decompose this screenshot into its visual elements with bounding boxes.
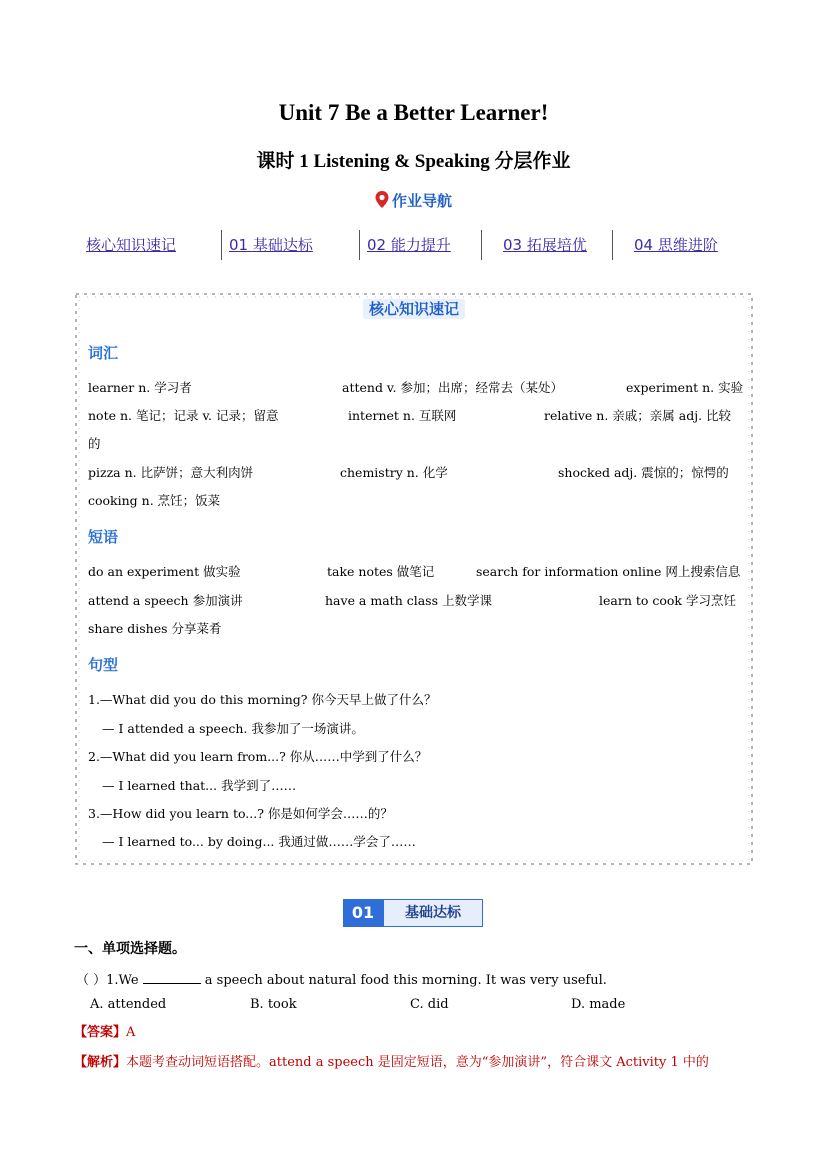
nav-heading-text: 作业导航 [391, 192, 452, 210]
phrase-item: have a math class 上数学课 [325, 593, 492, 608]
sentence-line: 2.—What did you learn from...? 你从……中学到了什么？ [88, 749, 428, 764]
vocab-item: cooking n. 烹饪；饭菜 [88, 493, 221, 508]
question-stem-end: a speech about natural food this morning. It was very useful. [200, 973, 607, 988]
phrase-item: learn to cook 学习烹饪 [599, 593, 736, 608]
sentences-heading: 句型 [88, 656, 119, 674]
phrase-item: do an experiment 做实验 [88, 564, 241, 579]
vocab-item: learner n. 学习者 [88, 380, 192, 395]
nav-link-core-knowledge[interactable]: 核心知识速记 [86, 236, 177, 254]
analysis-text: 本题考查动词短语搭配。attend a speech 是固定短语，意为“参加演讲”，符合课文 Activity 1 中的 [126, 1055, 709, 1070]
nav-divider [612, 230, 613, 260]
page-subtitle: 课时 1 Listening & Speaking 分层作业 [256, 151, 571, 172]
answer-line [74, 1021, 135, 1040]
vocab-item: note n. 笔记；记录 v. 记录；留意 [88, 408, 279, 423]
question-1 [76, 969, 607, 988]
sentence-line: — I attended a speech. 我参加了一场演讲。 [102, 721, 364, 736]
phrase-item: search for information online 网上搜索信息 [476, 564, 741, 579]
phrases-heading: 短语 [88, 528, 119, 546]
sentence-line: 1.—What did you do this morning? 你今天早上做了什么？ [88, 692, 437, 707]
vocab-item: 的 [88, 436, 101, 451]
answer-blank [143, 971, 201, 984]
vocab-item: attend v. 参加；出席；经常去（某处） [342, 380, 563, 395]
section-badge-label: 基础达标 [383, 899, 483, 927]
vocab-item: shocked adj. 震惊的；惊愕的 [558, 465, 729, 480]
section-badge [343, 899, 483, 927]
page-title: Unit 7 Be a Better Learner! [278, 100, 549, 125]
vocab-item: pizza n. 比萨饼；意大利肉饼 [88, 465, 254, 480]
sentence-line: — I learned that... 我学到了…… [102, 778, 297, 793]
vocab-item: relative n. 亲戚；亲属 adj. 比较 [544, 408, 732, 423]
nav-link-ability[interactable]: 02 能力提升 [367, 236, 451, 254]
analysis-line [74, 1051, 709, 1070]
nav-link-extension[interactable]: 03 拓展培优 [503, 236, 587, 254]
phrase-item: attend a speech 参加演讲 [88, 593, 243, 608]
answer-label: 【答案】 [74, 1025, 127, 1040]
question-stem-start: 1.We [106, 973, 143, 988]
sentence-line: 3.—How did you learn to...? 你是如何学会……的？ [88, 806, 393, 821]
nav-divider [221, 230, 222, 260]
nav-link-basic[interactable]: 01 基础达标 [229, 236, 313, 254]
question-type-heading: 一、单项选择题。 [74, 941, 186, 957]
vocab-item: experiment n. 实验 [626, 380, 744, 395]
analysis-label: 【解析】 [74, 1055, 127, 1070]
core-knowledge-box [74, 292, 754, 866]
vocab-item: internet n. 互联网 [348, 408, 457, 423]
phrase-item: take notes 做笔记 [327, 564, 435, 579]
sentence-line: — I learned to... by doing... 我通过做……学会了…… [102, 834, 416, 849]
option-b: B. took [250, 997, 297, 1012]
vocab-heading: 词汇 [88, 344, 119, 362]
homework-nav [76, 230, 756, 260]
vocab-item: chemistry n. 化学 [340, 465, 448, 480]
answer-paren: （ ） [76, 973, 107, 988]
option-a: A. attended [90, 997, 167, 1012]
section-badge-number: 01 [343, 899, 383, 927]
answer-value: A [126, 1025, 136, 1040]
nav-heading [0, 190, 827, 211]
option-d: D. made [571, 997, 626, 1012]
nav-divider [481, 230, 482, 260]
option-c: C. did [410, 997, 449, 1012]
nav-link-thinking[interactable]: 04 思维进阶 [634, 236, 718, 254]
phrase-item: share dishes 分享菜肴 [88, 621, 222, 636]
nav-divider [359, 230, 360, 260]
core-knowledge-heading: 核心知识速记 [74, 298, 754, 319]
location-pin-icon [375, 191, 389, 208]
